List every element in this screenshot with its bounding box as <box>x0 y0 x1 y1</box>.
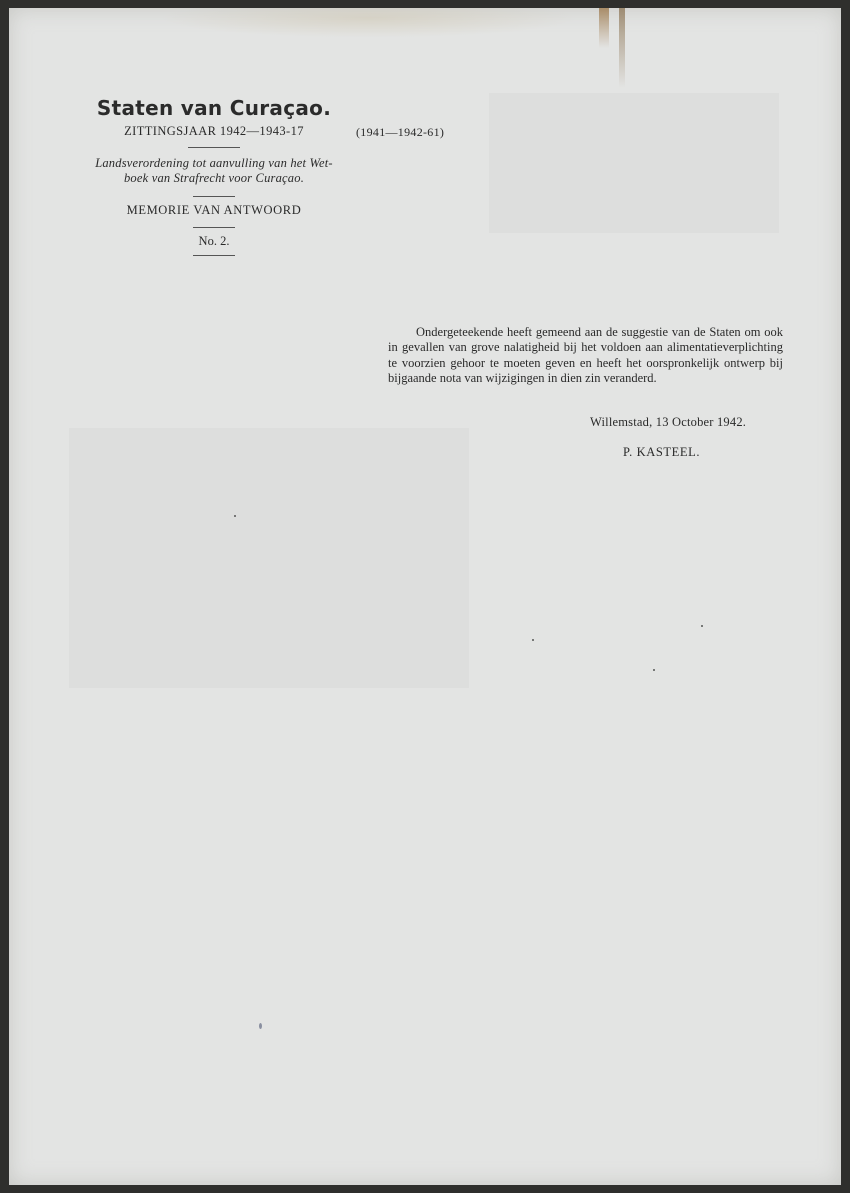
document-header <box>59 96 369 256</box>
bleed-through-shadow <box>489 93 779 233</box>
paper-stain <box>159 8 579 38</box>
paper-speck <box>653 669 655 671</box>
subject-title <box>59 156 369 186</box>
divider <box>193 255 235 256</box>
document-number: No. 2. <box>198 234 230 248</box>
paper-tear-mark <box>619 8 625 88</box>
paper-speck <box>701 625 703 627</box>
bleed-through-shadow <box>69 428 469 688</box>
divider <box>193 227 235 228</box>
paper-speck <box>234 515 236 517</box>
divider <box>193 196 235 197</box>
subject-line: boek van Strafrecht voor Curaçao. <box>123 171 305 185</box>
paper-speck <box>259 1023 262 1029</box>
session-year: ZITTINGSJAAR 1942—1943-17 <box>124 124 304 138</box>
paper-tear-mark <box>599 8 609 48</box>
previous-session-ref: (1941—1942-61) <box>356 125 445 139</box>
signatory: P. KASTEEL. <box>623 445 701 459</box>
body-text-block <box>388 325 783 387</box>
paper-speck <box>532 639 534 641</box>
place-date: Willemstad, 13 October 1942. <box>590 415 747 429</box>
document-type: MEMORIE VAN ANTWOORD <box>126 203 302 217</box>
document-page <box>9 8 841 1185</box>
body-paragraph: Ondergeteekende heeft gemeend aan de suggestie van de Staten om ook in gevallen van grove nalatigheid bij het voldoen aan alimentatieverplichting te voorzien gehoor te moeten geven en heeft het oorspronkelijk ontwerp bij bijgaande nota van wijzigingen in dien zin veranderd. <box>388 325 783 386</box>
subject-line: Landsverordening tot aanvulling van het Wet- <box>95 156 333 170</box>
divider <box>188 147 240 148</box>
header-title: Staten van Curaçao. <box>96 96 332 120</box>
